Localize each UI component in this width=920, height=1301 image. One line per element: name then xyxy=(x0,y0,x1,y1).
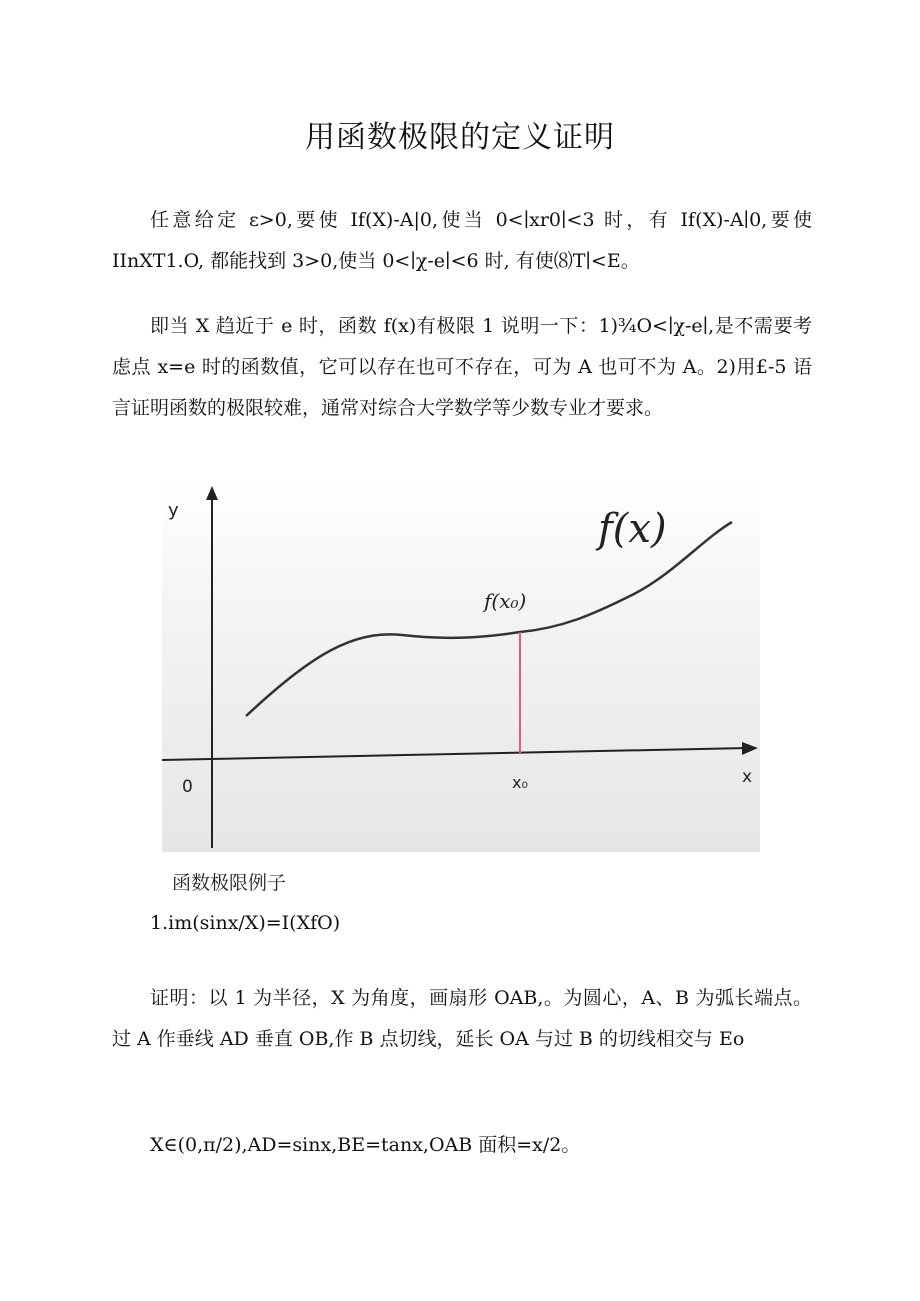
curve-label: f(x) xyxy=(598,506,667,552)
figure-caption: 函数极限例子 xyxy=(172,872,287,894)
paragraph-conditions: X∈(0,π/2),AD=sinx,BE=tanx,OAB 面积=x/2。 xyxy=(150,1134,581,1156)
paragraph-explanation: 即当 X 趋近于 e 时，函数 f(x)有极限 1 说明一下：1)¾O<∣χ-e∣,是不需要考虑点 x=e 时的函数值，它可以存在也可不存在，可为 A 也可不为 A。2)用£-5 语言证明函数的极限较难，通常对综合大学数学等少数专业才要求。 xyxy=(112,315,812,419)
y-axis-label: y xyxy=(168,500,179,521)
x0-label: x₀ xyxy=(512,773,528,792)
origin-label: 0 xyxy=(182,777,193,797)
paragraph-definition: 任意给定 ε>0,要使 If(X)-A|0,使当 0<∣xr0∣<3 时，有 If(X)-A∣0,要使 IInXT1.O, 都能找到 3>0,使当 0<∣χ-e∣<6 时, 有使⑻T∣<E。 xyxy=(112,209,812,272)
function-limit-figure xyxy=(162,480,760,852)
function-graph xyxy=(162,480,760,852)
x-axis-label: x xyxy=(742,767,753,787)
figure-background xyxy=(162,480,760,852)
point-label: f(x₀) xyxy=(484,589,527,613)
paragraph-proof: 证明：以 1 为半径，X 为角度，画扇形 OAB,。为圆心，A、B 为弧长端点。过 A 作垂线 AD 垂直 OB,作 B 点切线，延长 OA 与过 B 的切线相交与 Eo xyxy=(112,987,812,1050)
page-title: 用函数极限的定义证明 xyxy=(305,120,615,155)
limit-formula: 1.im(sinx/X)=I(XfO) xyxy=(150,912,341,934)
